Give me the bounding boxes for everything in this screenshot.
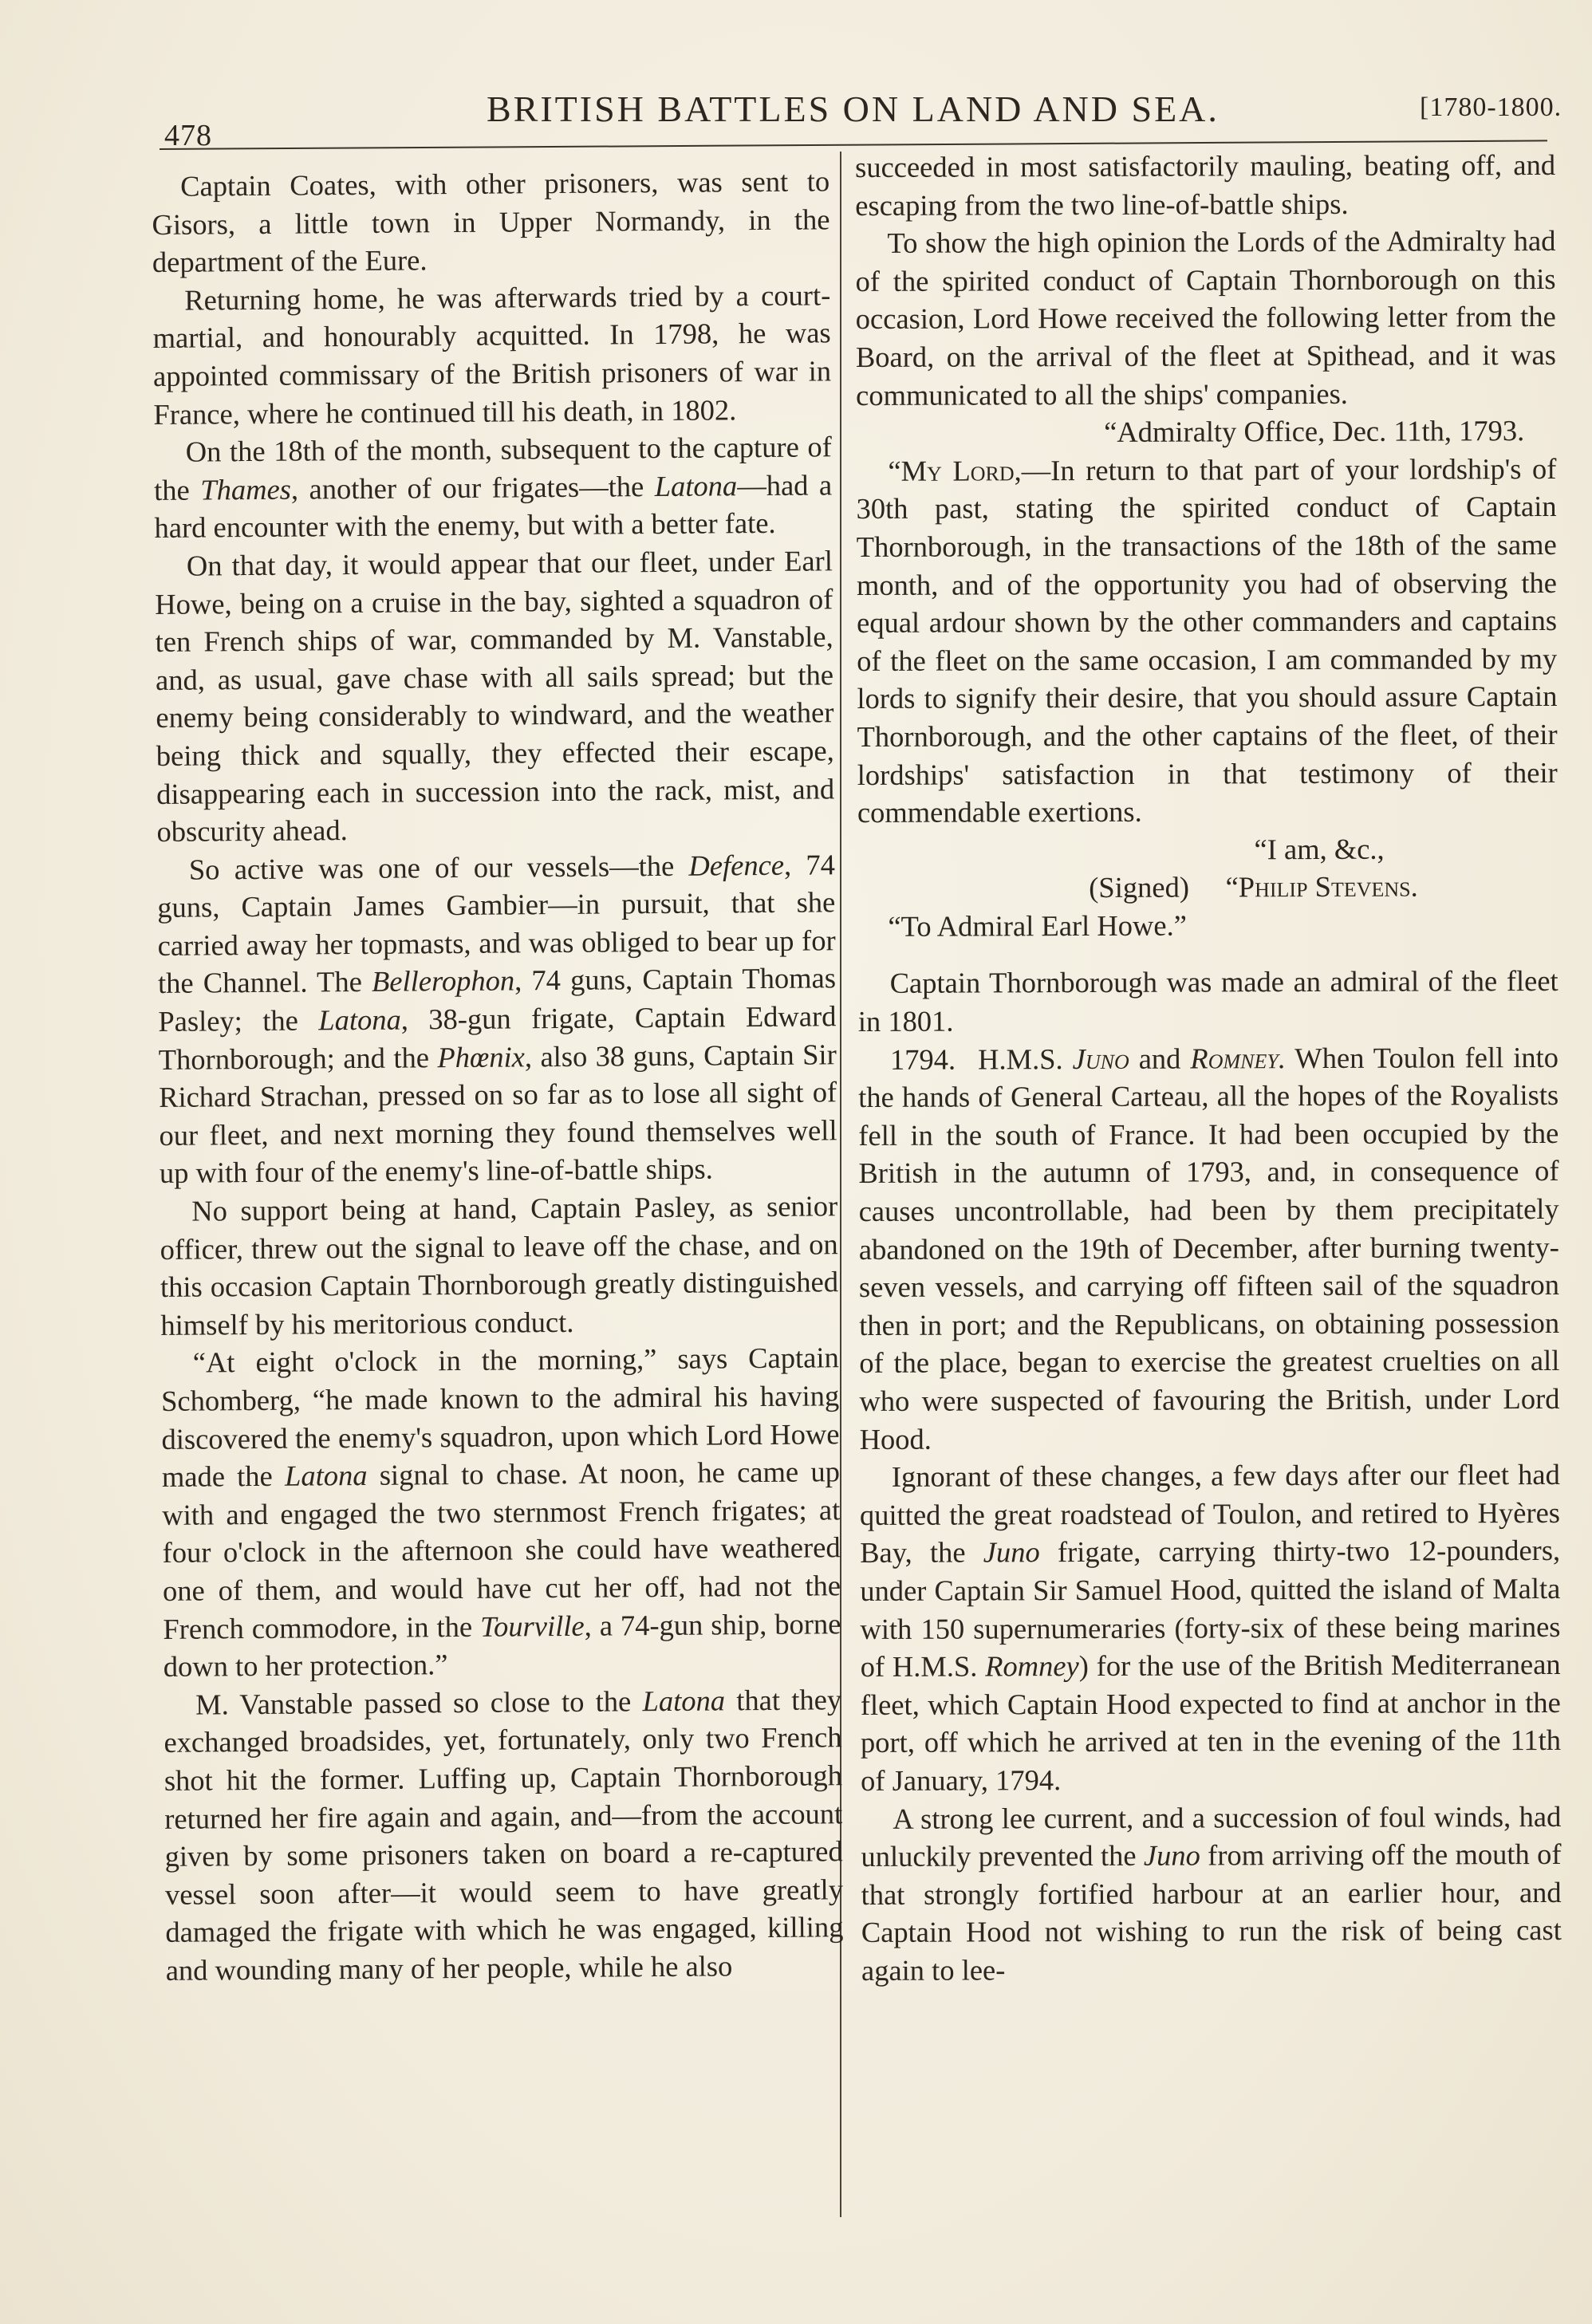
letter-salutation: “My Lord	[888, 454, 1015, 487]
ship-name: Defence	[688, 848, 785, 882]
paragraph-text: Captain Coates, with other prisoners, was sent to Gisors, a little town in Upper Normandy, in the department of the Eure.	[152, 164, 830, 279]
paragraph-text: ,—In return to that part of your lordship's of 30th past, stating the spirited conduct of Captain Thornborough, in the transactions of the 18th of the same month, and of the opportunity you had of observing the equal ardour shown by the other commanders and captains of the fleet on the same occasion, I am commanded by my lords to signify their desire, that you should assure Captain Thornborough, and the other captains of the fleet, of their lordships' satisfaction in that testimony of their commendable exertions.	[856, 451, 1558, 829]
entry-year: 1794.	[889, 1042, 956, 1076]
paragraph-text: frigate, carrying thirty-two 12-pounders, under Captain Sir Samuel Hood, quitted the island of Malta with 150 supernumeraries (forty-six of these being marines of H.M.S.	[860, 1534, 1561, 1684]
paragraph-text: M. Vanstable passed so close to the	[195, 1684, 643, 1721]
ship-name: Latona	[654, 468, 738, 502]
letter-signature	[857, 867, 1558, 908]
paragraph-text: , 74 guns, Captain James Gambier—in pursuit, that she carried away her topmasts, and was obliged to bear up for the Channel. The	[157, 847, 836, 1000]
signatory-name: “Philip Stevens.	[1225, 869, 1418, 904]
ship-name: Latona	[642, 1684, 726, 1717]
paragraph-text: , another of our frigates—the	[290, 469, 655, 506]
page-number: 478	[164, 119, 212, 152]
paragraph-text: succeeded in most satisfactorily mauling, beating off, and escaping from the two line-of-battle ships.	[855, 148, 1556, 222]
paragraph	[154, 427, 833, 546]
paragraph	[861, 1797, 1562, 1989]
left-column	[152, 162, 844, 1989]
paragraph-text: No support being at hand, Captain Pasley, as senior officer, threw out the signal to leave off the chase, and on this occasion Captain Thornborough greatly distinguished himself by his meritorious conduct.	[160, 1189, 839, 1341]
paragraph	[161, 1339, 841, 1686]
letter-dateline: “Admiralty Office, Dec. 11th, 1793.	[1104, 414, 1525, 449]
paragraph-text: On that day, it would appear that our fleet, under Earl Howe, being on a cruise in the bay, sighted a squadron of ten French ships of war, commanded by M. Vanstable, and, as usual, gave chase with all sails spread; but the enemy being considerably to windward, and the weather being thick and squally, they effected their escape, disappearing each in succession into the rack, mist, and obscurity ahead.	[155, 544, 835, 849]
ship-name: Juno	[1143, 1838, 1200, 1872]
paragraph	[160, 1187, 838, 1344]
ship-name: Romney.	[1190, 1041, 1286, 1075]
entry-prefix: H.M.S.	[978, 1042, 1063, 1076]
paragraph-text: When Toulon fell into the hands of General Carteau, all the hopes of the Royalists fell in the south of France. It had been occupied by the British in the autumn of 1793, and, in consequence of causes uncontrollable, had been by them precipitately abandoned on the 19th of December, after burning twenty-seven vessels, and carrying off fifteen sail of the squadron then in port; and the Republicans, on obtaining possession of the place, began to exercise the greatest cruelties on all who were suspected of favouring the British, under Lord Hood.	[858, 1040, 1560, 1455]
paragraph	[164, 1680, 844, 1989]
paragraph	[152, 162, 830, 281]
paragraph-text: Ignorant of these changes, a few days after our fleet had quitted the great roadstead of Toulon, and retired to Hyères Bay, the	[859, 1458, 1561, 1570]
paragraph-text: from arriving off the mouth of that strongly fortified harbour at an earlier hour, and Captain Hood not wishing to run the risk of being cast again to lee-	[861, 1838, 1562, 1987]
page-header	[160, 80, 1562, 152]
ship-name: Phœnix	[437, 1040, 526, 1073]
paragraph	[858, 962, 1559, 1040]
letter-close: “I am, &c.,	[1254, 832, 1385, 865]
ship-name: Juno	[1072, 1042, 1129, 1075]
paragraph	[855, 222, 1556, 414]
letter-addressee: “To Admiral Earl Howe.”	[888, 908, 1187, 943]
letter-body	[856, 450, 1558, 832]
paragraph-text: —had a hard encounter with the enemy, but with a better fate.	[154, 468, 833, 545]
paragraph-text: , also 38 guns, Captain Sir Richard Strachan, pressed on so far as to lose all sight of our fleet, and next morning they found themselves well up with four of the enemy's line-of-battle ships.	[158, 1037, 837, 1190]
ship-name: Thames	[200, 472, 292, 506]
paragraph-text: To show the high opinion the Lords of the Admiralty had of the spirited conduct of Captain Thornborough on this occasion, Lord Howe received the following letter from the Board, on the arrival of the fleet at Spithead, and it was communicated to all the ships' companies.	[855, 224, 1556, 412]
paragraph-text: “At eight o'clock in the morning,” says Captain Schomberg, “he made known to the admiral his having discovered the enemy's squadron, upon which Lord Howe made the	[160, 1341, 840, 1494]
ship-name: Juno	[983, 1535, 1040, 1569]
paragraph	[152, 276, 831, 433]
date-range: [1780-1800.	[1420, 93, 1562, 122]
paragraph	[855, 146, 1555, 224]
ship-name: Tourville	[479, 1609, 585, 1643]
right-column	[855, 146, 1562, 1990]
paragraph-text: So active was one of our vessels—the	[188, 849, 689, 886]
signed-label: (Signed)	[1089, 870, 1190, 904]
ship-name: Latona	[318, 1002, 401, 1037]
paragraph-text: that they exchanged broadsides, yet, fortunately, only two French shot hit the former. Luffing up, Captain Thornborough returned her fire again and again, and—from the account given by some prisoners taken on board a re-captured vessel soon after—it would seem to have greatly damaged the frigate with which he was engaged, killing and wounding many of her people, while he also	[164, 1683, 844, 1987]
ship-name: Bellerophon	[371, 963, 515, 999]
paragraph-text: , 74 guns, Captain Thomas Pasley; the	[158, 961, 837, 1038]
paragraph-text: A strong lee current, and a succession of foul winds, had unluckily prevented the	[861, 1799, 1562, 1873]
paragraph-text: Returning home, he was afterwards tried by a court-martial, and honourably acquitted. In 1798, he was appointed commissary of the British prisoners of war in France, where he continued till his death, in 1802.	[152, 278, 832, 431]
paragraph-text: , a 74-gun ship, borne down to her protection.”	[163, 1606, 841, 1684]
paragraph	[157, 845, 837, 1192]
paragraph-text: Captain Thornborough was made an admiral of the fleet in 1801.	[857, 964, 1559, 1038]
paragraph-text: ) for the use of the British Mediterranean fleet, which Captain Hood expected to find at anchor in the port, off which he arrived at ten in the evening of the 11th of January, 1794.	[860, 1648, 1562, 1797]
paragraph	[155, 542, 835, 850]
paragraph-text: On the 18th of the month, subsequent to the capture of the	[154, 430, 832, 506]
running-title: BRITISH BATTLES ON LAND AND SEA.	[487, 89, 1220, 129]
paragraph-text: signal to chase. At noon, he came up with and engaged the two sternmost French frigates; at four o'clock in the afternoon she could have weathered one of them, and would have cut her off, had not the French commodore, in the	[162, 1455, 841, 1645]
paragraph-text: and	[1129, 1042, 1191, 1075]
paragraph-text: , 38-gun frigate, Captain Edward Thornborough; and the	[158, 999, 837, 1076]
ship-name: Latona	[284, 1459, 368, 1492]
paragraph	[860, 1455, 1561, 1799]
ship-name: Romney	[985, 1649, 1079, 1683]
section-entry	[858, 1038, 1560, 1459]
